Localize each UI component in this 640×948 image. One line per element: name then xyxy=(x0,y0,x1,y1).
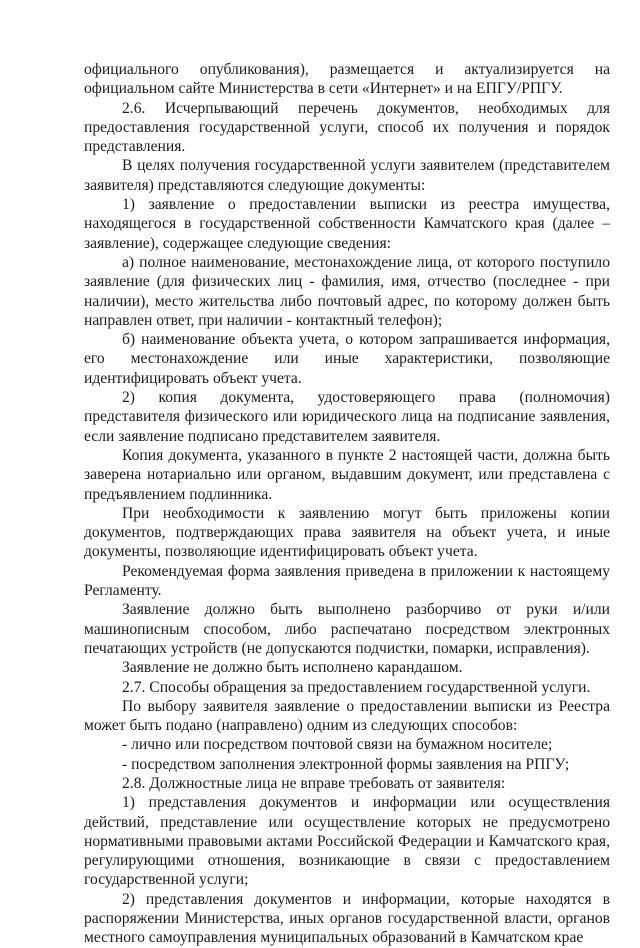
paragraph-legibility: Заявление должно быть выполнено разборчиво от руки и/или машинописным способом, либо распечатано посредством электронных печатающих устройств (не допускаются подчистки, помарки, исправления). xyxy=(84,601,610,657)
paragraph-method-rpgu: - посредством заполнения электронной формы заявления на РПГУ; xyxy=(122,755,570,773)
paragraph-recommended-form: Рекомендуемая форма заявления приведена в приложении к настоящему Регламенту. xyxy=(84,562,610,600)
paragraph-attachments: При необходимости к заявлению могут быть приложены копии документов, подтверждающих права заявителя на объект учета, и иные документы, позволяющие идентифицировать объект учета. xyxy=(84,504,610,561)
paragraph-2-8-heading: 2.8. Должностные лица не вправе требовать от заявителя: xyxy=(122,774,506,792)
paragraph-method-paper: - лично или посредством почтовой связи на бумажном носителе; xyxy=(122,736,553,754)
paragraph-item-1-application: 1) заявление о предоставлении выписки из реестра имущества, находящегося в государственной собственности Камчатского края (далее – заявление), содержащее следующие сведения: xyxy=(84,196,610,252)
paragraph-subitem-a: а) полное наименование, местонахождение лица, от которого поступило заявление (для физических лиц - фамилия, имя, отчество (последнее - при наличии), место жительства либо почтовый адрес, по которому должен быть направлен ответ, при наличии - контактный телефон); xyxy=(84,253,610,329)
paragraph-no-pencil: Заявление не должно быть исполнено карандашом. xyxy=(122,659,463,677)
paragraph-prohibition-1: 1) представления документов и информации или осуществления действий, представление или осуществление которых не предусмотрено нормативными правовыми актами Российской Федерации и Камчатского края, регулирующими отношения, возникающие в связи с предоставлением государственной услуги; xyxy=(84,794,610,889)
paragraph-prohibition-2: 2) представления документов и информации, которые находятся в распоряжении Министерства, иных органов государственной власти, органов местного самоуправления муниципальных образований в Камчатском крае xyxy=(84,890,610,947)
paragraph-submission-methods: По выбору заявителя заявление о предоставлении выписки из Реестра может быть подано (направлено) одним из следующих способов: xyxy=(84,697,610,735)
paragraph-subitem-b: б) наименование объекта учета, о котором запрашивается информация, его местонахождение или иные характеристики, позволяющие идентифицировать объект учета. xyxy=(84,331,610,387)
paragraph-2-7-heading: 2.7. Способы обращения за предоставлением государственной услуги. xyxy=(122,678,591,696)
paragraph-documents-intro: В целях получения государственной услуги заявителем (представителем заявителя) представляются следующие документы: xyxy=(84,157,610,194)
paragraph-2-6-heading: 2.6. Исчерпывающий перечень документов, необходимых для предоставления государственной услуги, способ их получения и порядок представления. xyxy=(84,99,610,156)
paragraph-publication: официального опубликования), размещается и актуализируется на официальном сайте Министерства в сети «Интернет» и на ЕПГУ/РПГУ. xyxy=(84,61,610,98)
paragraph-item-2-copy: 2) копия документа, удостоверяющего права (полномочия) представителя физического или юридического лица на подписание заявления, если заявление подписано представителем заявителя. xyxy=(84,389,610,445)
paragraph-copy-certification: Копия документа, указанного в пункте 2 настоящей части, должна быть заверена нотариально или органом, выдавшим документ, или представлена с предъявлением подлинника. xyxy=(84,446,610,503)
